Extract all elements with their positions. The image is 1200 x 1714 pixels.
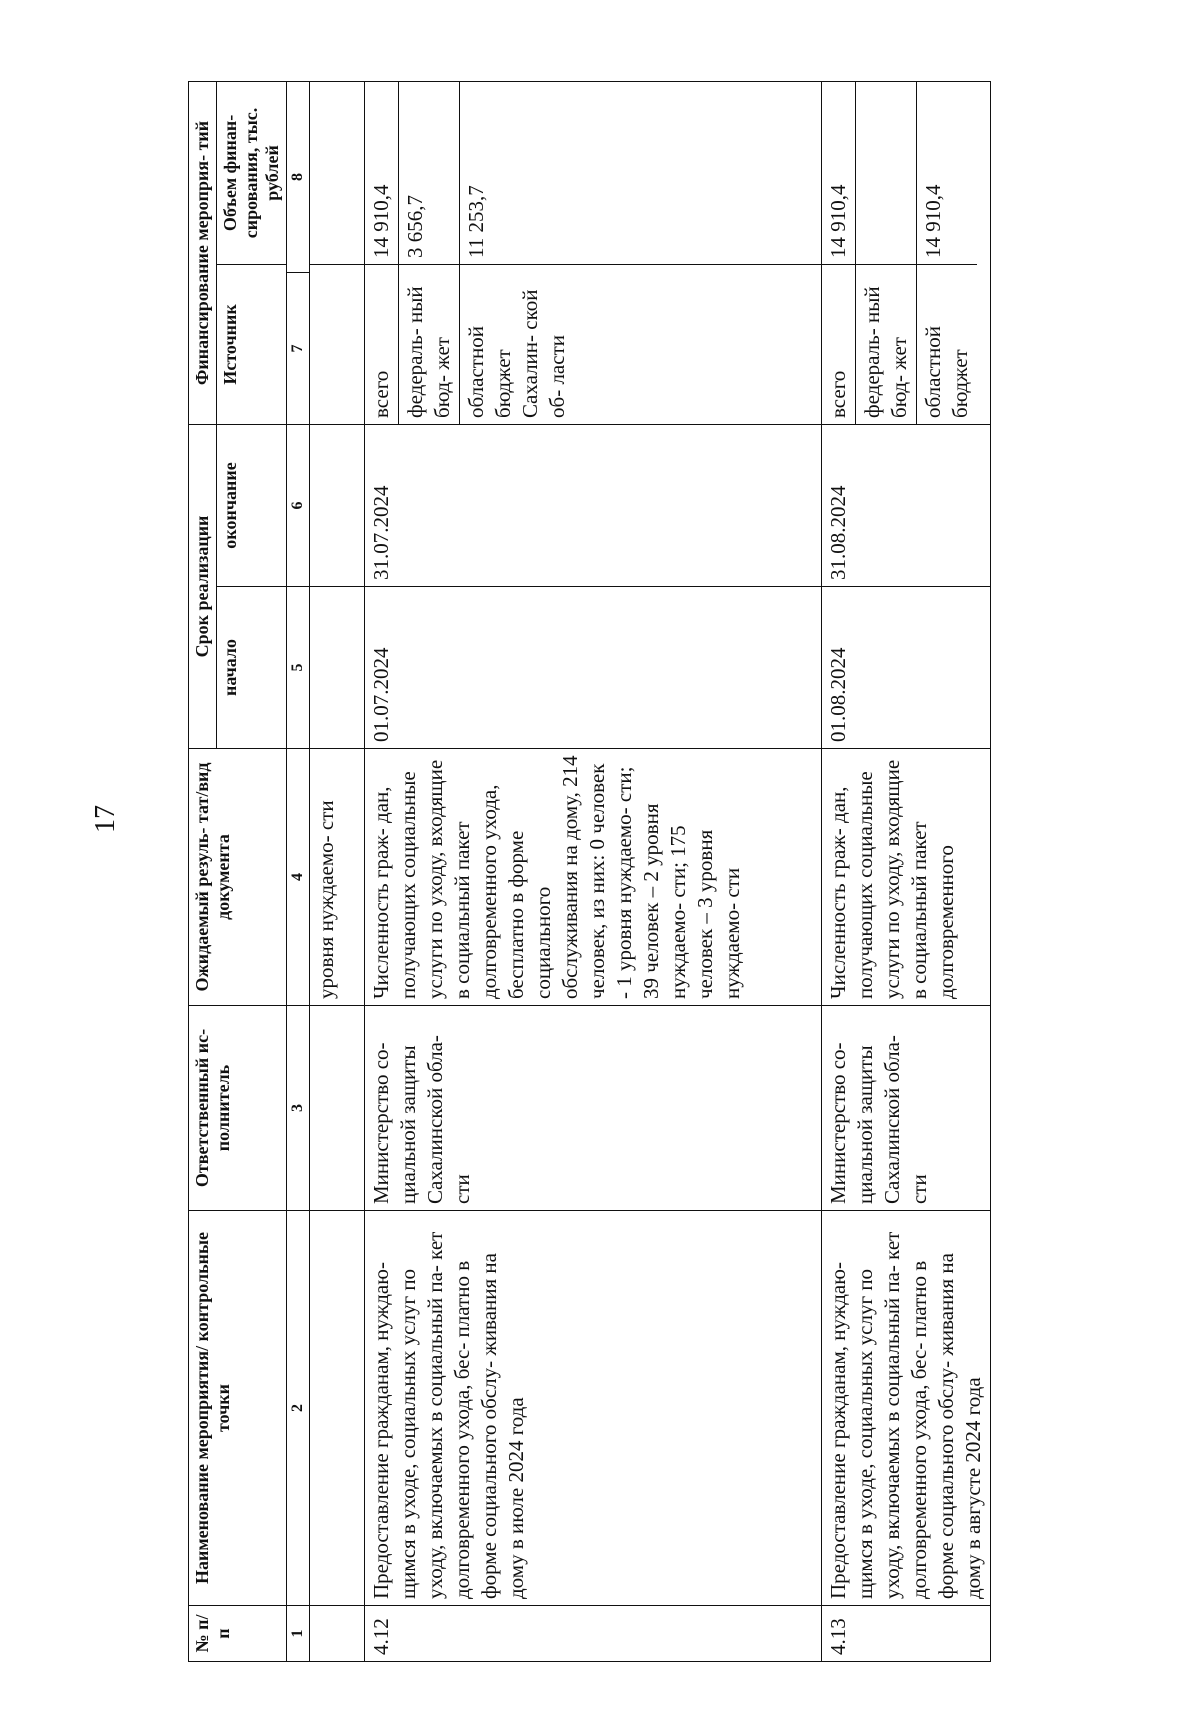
cell-number: 4.13 <box>822 1606 991 1662</box>
financing-amount: 14 910,4 <box>921 184 945 258</box>
header-source: Источник <box>217 264 286 424</box>
financing-source: всего <box>822 264 856 424</box>
cell-empty <box>310 264 364 424</box>
index-cell: 2 <box>287 1211 310 1606</box>
cell-name: Предоставление гражданам, нуждаю- щимся в уходе, социальных услуг по уходу, включаемых в социальный па- кет долговременного ухода, бес- платно в форме социального обслу- живания на дому в июле 2024 года <box>365 1211 822 1606</box>
table-row <box>310 81 365 1661</box>
index-cell: 4 <box>287 749 310 1006</box>
header-executor: Ответственный ис- полнитель <box>189 1006 287 1211</box>
header-name: Наименование мероприятия/ контрольные точки <box>189 1211 287 1606</box>
header-start: начало <box>217 587 287 749</box>
table-row <box>822 81 991 1661</box>
cell-number: 4.12 <box>365 1606 822 1662</box>
measures-table <box>188 81 991 1662</box>
rotated-sheet <box>188 82 1188 1662</box>
financing-amount: 14 910,4 <box>822 82 856 264</box>
cell-financing <box>310 81 365 424</box>
cell-empty <box>310 1006 365 1211</box>
index-cell: 1 <box>287 1606 310 1662</box>
index-cell: 3 <box>287 1006 310 1211</box>
cell-result: Численность граж- дан, получающих социальные услуги по уходу, входящие в социальный пакет долговременного ухода, бесплатно в форме социального обслуживания на дому, 214 человек, из них: 0 человек - 1 уровня нуждаемо- сти; 39 человек – 2 уровня нуждаемо- сти; 175 человек – 3 уровня нуждаемо- сти <box>365 749 822 1006</box>
cell-empty <box>310 587 365 749</box>
financing-amount: 11 253,7 <box>464 185 488 258</box>
cell-empty <box>310 82 364 264</box>
financing-amount: 3 656,7 <box>399 82 460 264</box>
cell-result: Численность граж- дан, получающих социальные услуги по уходу, входящие в социальный пакет долговременного <box>822 749 991 1006</box>
table-row <box>365 81 822 1661</box>
cell-empty <box>310 424 365 586</box>
financing-source: федераль- ный бюд- жет <box>856 264 917 424</box>
cell-empty <box>310 1211 365 1606</box>
financing-amount <box>856 82 917 264</box>
header-amount: Объем финан- сирования, тыс. рублей <box>220 107 282 239</box>
cell-executor: Министерство со- циальной защиты Сахалинской обла- сти <box>822 1006 991 1211</box>
cell-empty <box>310 1606 365 1662</box>
financing-source: всего <box>365 264 399 424</box>
cell-name: Предоставление гражданам, нуждаю- щимся в уходе, социальных услуг по уходу, включаемых в социальный па- кет долговременного ухода, бес- платно в форме социального обслу- живания на дому в августе 2024 года <box>822 1211 991 1606</box>
cell-result: уровня нуждаемо- сти <box>310 749 365 1006</box>
header-financing-sub <box>217 81 287 424</box>
cell-financing <box>822 81 991 424</box>
index-cell: 8 <box>289 172 306 181</box>
index-cell: 5 <box>287 587 310 749</box>
index-cell: 7 <box>287 272 309 424</box>
cell-start: 01.08.2024 <box>822 587 991 749</box>
financing-amount: 14 910,4 <box>365 82 399 264</box>
financing-source: федераль- ный бюд- жет <box>399 264 460 424</box>
cell-financing <box>365 81 822 424</box>
cell-start: 01.07.2024 <box>365 587 822 749</box>
cell-end: 31.08.2024 <box>822 424 991 586</box>
header-end: окончание <box>217 424 287 586</box>
index-cell: 6 <box>287 424 310 586</box>
financing-source: областной бюджет Сахалин- ской об- ласти <box>460 264 822 424</box>
header-period: Срок реализации <box>189 424 217 748</box>
financing-source: областной бюджет <box>917 264 978 424</box>
header-number: № п/п <box>189 1606 287 1662</box>
page-number: 17 <box>90 805 121 833</box>
cell-executor: Министерство со- циальной защиты Сахалинской обла- сти <box>365 1006 822 1211</box>
header-financing: Финансирование мероприя- тий <box>189 81 217 424</box>
index-financing <box>287 81 310 424</box>
header-result: Ожидаемый резуль- тат/вид документа <box>189 749 287 1006</box>
cell-end: 31.07.2024 <box>365 424 822 586</box>
